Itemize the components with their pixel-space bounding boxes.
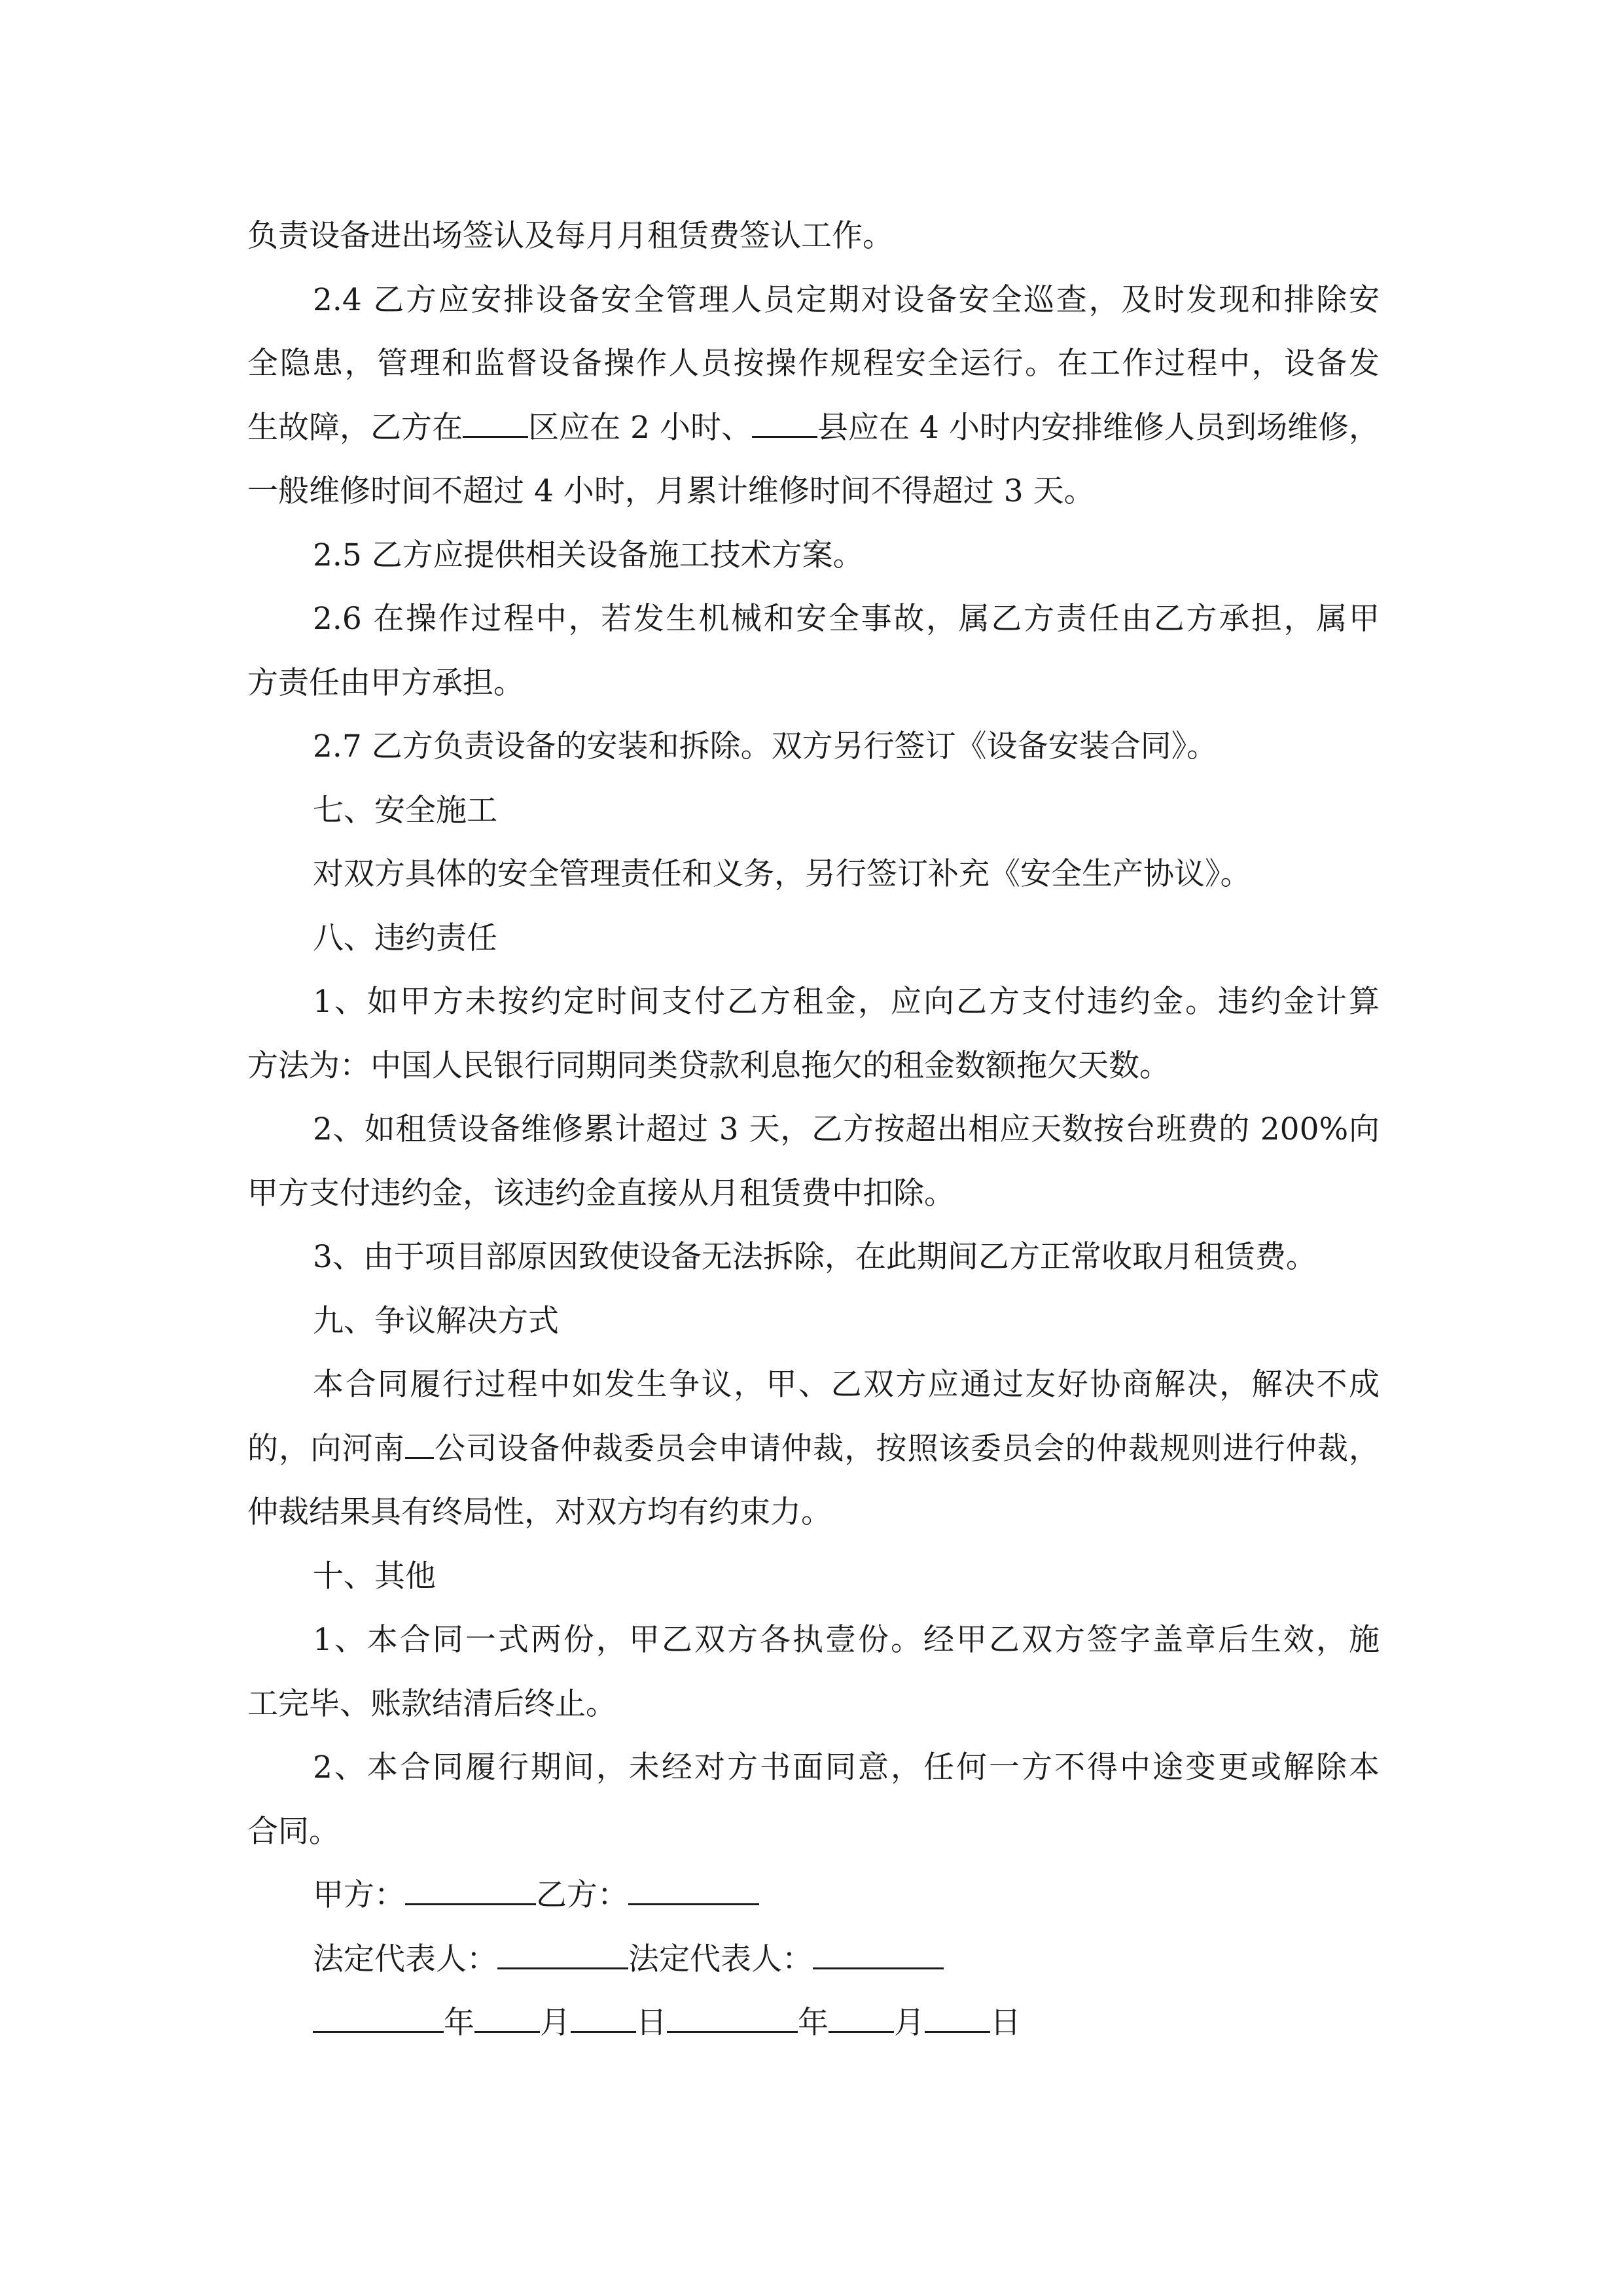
paragraph-line: 负责设备进出场签认及每月月租赁费签认工作。 <box>247 218 893 254</box>
blank-field <box>752 407 817 438</box>
blank-field <box>405 1428 434 1459</box>
paragraph-line: 2、本合同履行期间，未经对方书面同意，任何一方不得中途变更或解除本 <box>313 1749 1380 1785</box>
paragraph-line: 2.4 乙方应安排设备安全管理人员定期对设备安全巡查，及时发现和排除安 <box>313 281 1380 318</box>
day-label: 日 <box>990 2005 1021 2041</box>
party-b-field <box>628 1874 759 1905</box>
year-label: 年 <box>444 2005 474 2041</box>
section-heading: 八、违约责任 <box>313 920 497 956</box>
month-b-field <box>829 2002 894 2033</box>
party-a-field <box>405 1874 536 1905</box>
paragraph-line: 合同。 <box>247 1813 340 1850</box>
text-segment: 的，向河南 <box>247 1430 405 1467</box>
legal-rep-b-label: 法定代表人： <box>628 1941 813 1977</box>
paragraph-line: 2、如租赁设备维修累计超过 3 天，乙方按超出相应天数按台班费的 200%向 <box>313 1111 1380 1147</box>
text-segment: 生故障，乙方在 <box>247 409 463 446</box>
day-label: 日 <box>636 2005 667 2041</box>
paragraph-line: 对双方具体的安全管理责任和义务，另行签订补充《安全生产协议》。 <box>313 856 1251 892</box>
month-a-field <box>474 2002 540 2033</box>
legal-rep-b-field <box>813 1939 944 1969</box>
paragraph-line: 方责任由甲方承担。 <box>247 664 524 701</box>
day-a-field <box>571 2002 636 2033</box>
paragraph-line: 2.7 乙方负责设备的安装和拆除。双方另行签订《设备安装合同》。 <box>313 728 1218 764</box>
section-heading: 九、争议解决方式 <box>313 1302 559 1339</box>
section-heading: 十、其他 <box>313 1558 436 1594</box>
paragraph-line: 1、如甲方未按约定时间支付乙方租金，应向乙方支付违约金。违约金计算 <box>313 984 1380 1020</box>
text-segment: 县应在 4 小时内安排维修人员到场维修， <box>817 409 1380 446</box>
paragraph-line: 仲裁结果具有终局性，对双方均有约束力。 <box>247 1494 832 1530</box>
paragraph-line: 1、本合同一式两份，甲乙双方各执壹份。经甲乙双方签字盖章后生效，施 <box>313 1622 1380 1658</box>
party-signature-line <box>247 1863 1380 1928</box>
paragraph-line: 甲方支付违约金，该违约金直接从月租赁费中扣除。 <box>247 1175 955 1211</box>
legal-rep-line <box>247 1928 1380 1992</box>
party-b-label: 乙方： <box>536 1877 628 1913</box>
month-label: 月 <box>894 2005 925 2041</box>
contract-page <box>247 204 1380 2055</box>
paragraph-line: 3、由于项目部原因致使设备无法拆除，在此期间乙方正常收取月租赁费。 <box>313 1239 1317 1275</box>
paragraph-line: 全隐患，管理和监督设备操作人员按操作规程安全运行。在工作过程中，设备发 <box>247 346 1380 382</box>
day-b-field <box>925 2002 990 2033</box>
arbitration-line <box>247 1417 1380 1481</box>
blank-field <box>463 407 528 438</box>
date-line <box>247 1991 1380 2055</box>
year-label: 年 <box>798 2005 829 2041</box>
text-segment: 公司设备仲裁委员会申请仲裁，按照该委员会的仲裁规则进行仲裁， <box>433 1430 1380 1467</box>
paragraph-line: 一般维修时间不超过 4 小时，月累计维修时间不得超过 3 天。 <box>247 473 1095 509</box>
party-a-label: 甲方： <box>313 1877 405 1913</box>
year-a-field <box>313 2002 444 2033</box>
paragraph-line: 工完毕、账款结清后终止。 <box>247 1685 616 1722</box>
text-segment: 区应在 2 小时、 <box>528 409 752 446</box>
legal-rep-a-field <box>497 1939 628 1969</box>
month-label: 月 <box>540 2005 571 2041</box>
paragraph-line: 本合同履行过程中如发生争议，甲、乙双方应通过友好协商解决，解决不成 <box>313 1367 1380 1403</box>
paragraph-line: 方法为：中国人民银行同期同类贷款利息拖欠的租金数额拖欠天数。 <box>247 1047 1170 1084</box>
year-b-field <box>667 2002 798 2033</box>
paragraph-line: 2.6 在操作过程中，若发生机械和安全事故，属乙方责任由乙方承担，属甲 <box>313 601 1380 637</box>
legal-rep-a-label: 法定代表人： <box>313 1941 497 1977</box>
repair-terms-line <box>247 396 1380 460</box>
paragraph-line: 2.5 乙方应提供相关设备施工技术方案。 <box>313 537 864 573</box>
section-heading: 七、安全施工 <box>313 792 497 829</box>
